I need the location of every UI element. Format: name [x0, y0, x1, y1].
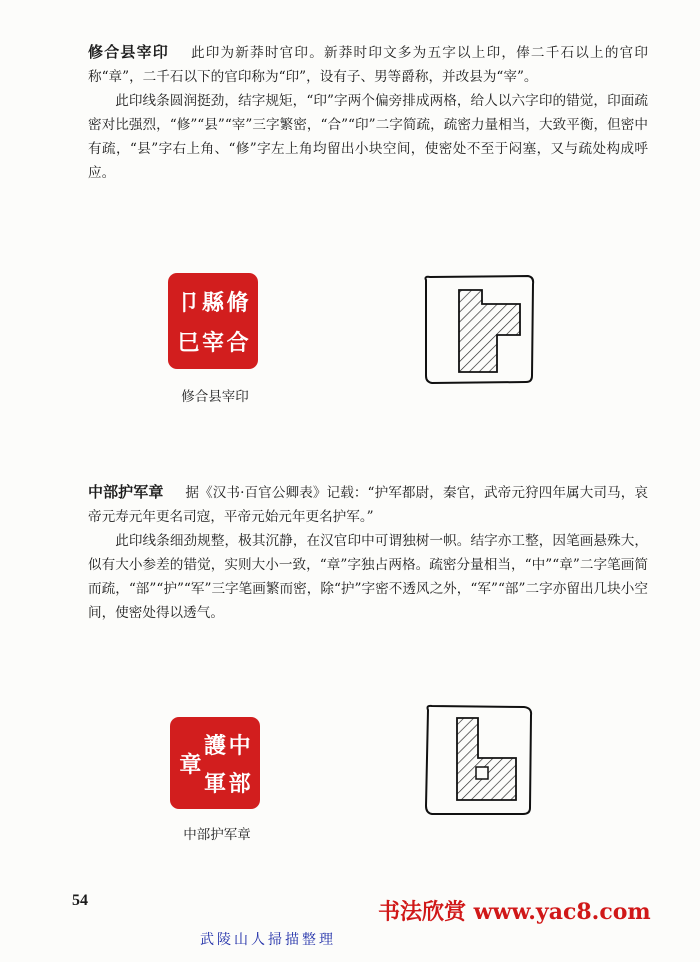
watermark-website: 书法欣赏 www.yac8.com — [378, 899, 651, 925]
section-1-intro — [88, 40, 648, 89]
layout-diagram-1 — [420, 272, 540, 388]
page-number: 54 — [72, 892, 88, 909]
seal-1-char: 宰 — [201, 329, 224, 356]
section-2-intro — [88, 480, 648, 529]
section-1-title: 修合县宰印 — [88, 43, 169, 61]
seal-2-char: 護 — [203, 732, 226, 759]
section-2-p1: 据《汉书·百官公卿表》记载：“护军都尉，秦官，武帝元狩四年属大司马，哀帝元寿元年更名司寇，平帝元始元年更名护军。” — [88, 485, 648, 525]
seal-1-char: 縣 — [201, 289, 224, 316]
layout-diagram-2 — [420, 702, 540, 820]
seal-2-caption: 中部护军章 — [183, 827, 251, 843]
seal-1-char: 脩 — [226, 289, 249, 316]
section-2-p2: 此印线条细劲规整，极其沉静，在汉官印中可谓独树一帜。结字亦工整，因笔画悬殊大，似有大小参差的错觉，实则大小一致，“章”字独占两格。疏密分量相当，“中”“章”二字笔画简而疏，“部”“护”“军”三字笔画繁而密，除“护”字密不透风之外，“军”“部”二字亦留出几块小空间，使密处得以透气。 — [88, 533, 648, 621]
seal-2-char: 中 — [228, 732, 251, 759]
seal-1-char: 合 — [226, 329, 249, 356]
seal-1-char: 巳 — [177, 329, 200, 356]
seal-image-1 — [168, 273, 258, 369]
section-2-title: 中部护军章 — [88, 483, 164, 501]
scanner-credit: 武陵山人掃描整理 — [200, 932, 336, 948]
seal-1-char: 卩 — [177, 289, 200, 316]
section-1-p2: 此印线条圆润挺劲，结字规矩，“印”字两个偏旁排成两格，给人以六字印的错觉，印面疏密对比强烈，“修”“县”“宰”三字繁密，“合”“印”二字简疏，疏密力量相当，大致平衡，但密中有疏，“县”字右上角、“修”字左上角均留出小块空间，使密处不至于闷塞，又与疏处构成呼应。 — [88, 93, 648, 181]
seal-image-2 — [170, 717, 260, 809]
seal-1-caption: 修合县宰印 — [181, 389, 249, 405]
seal-2-char: 章 — [179, 751, 202, 778]
seal-2-char: 部 — [228, 770, 251, 797]
seal-2-char: 軍 — [203, 770, 226, 797]
section-1 — [88, 40, 648, 185]
section-2 — [88, 480, 648, 625]
section-1-p1: 此印为新莽时官印。新莽时印文多为五字以上印，俸二千石以上的官印称“章”，二千石以下的官印称为“印”，设有子、男等爵称，并改县为“宰”。 — [88, 45, 648, 85]
